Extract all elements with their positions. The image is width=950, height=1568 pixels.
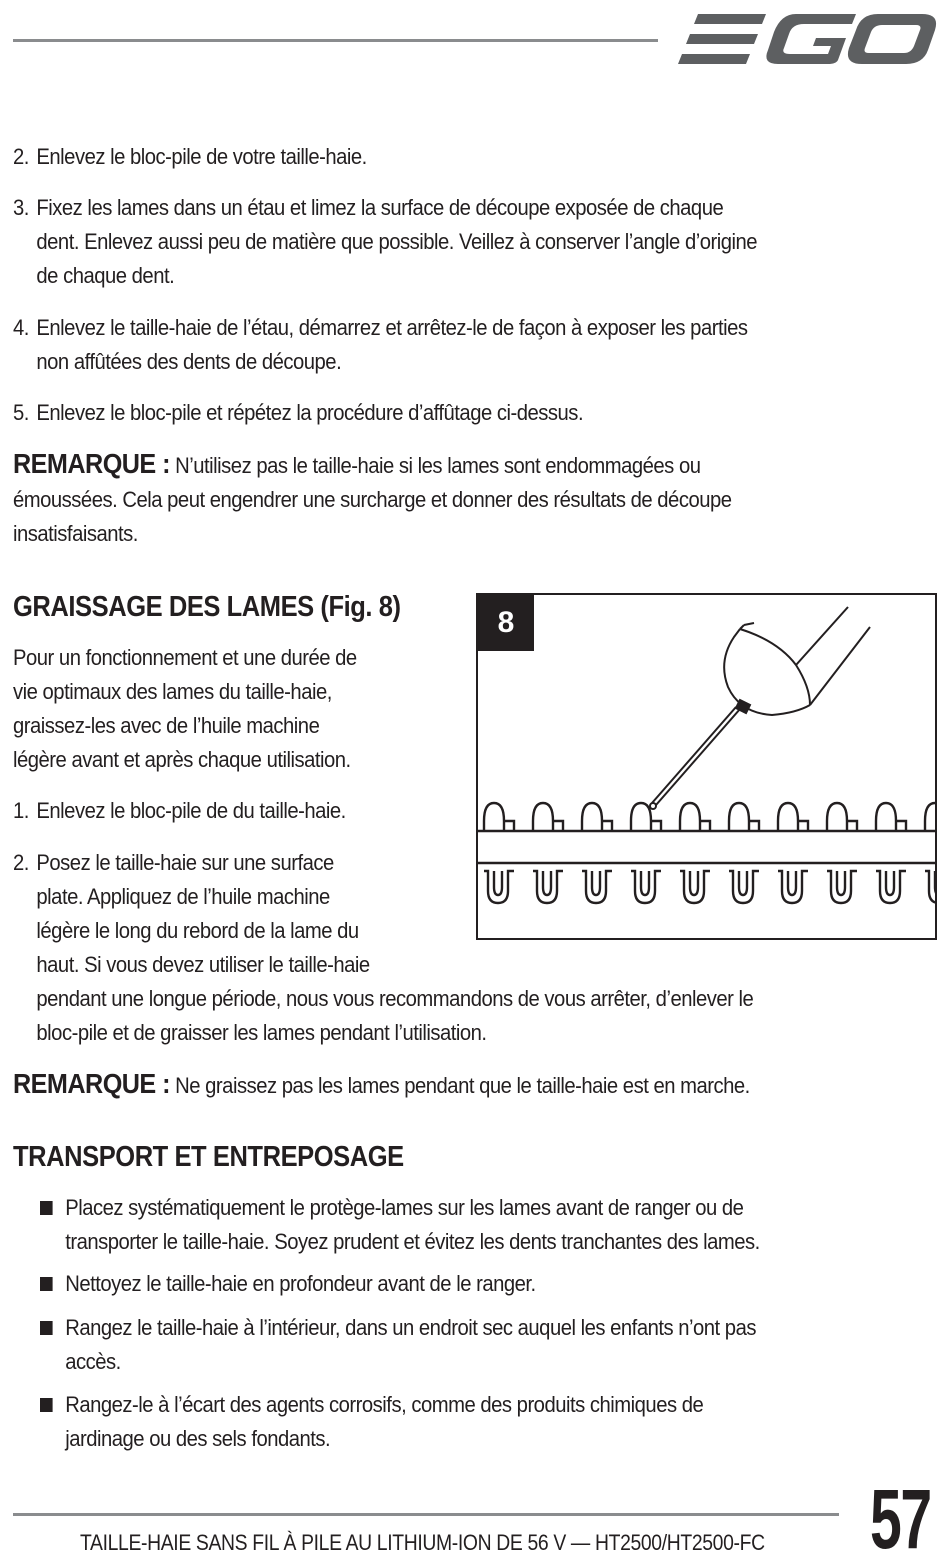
intro-line: légère avant et après chaque utilisation. <box>13 747 351 772</box>
step-number: 1. <box>13 798 29 823</box>
step-text: Enlevez le bloc-pile de du taille-haie. <box>36 798 346 823</box>
bullet-text-line: transporter le taille-haie. Soyez prudent et évitez les dents tranchantes des lames. <box>65 1229 760 1254</box>
bullet-icon <box>40 1277 53 1291</box>
storage-bullet <box>40 1191 760 1259</box>
lower-tooth <box>484 871 514 903</box>
step-text-line: non affûtées des dents de découpe. <box>36 349 342 374</box>
step-number: 2. <box>13 144 29 169</box>
step-number: 3. <box>13 195 29 220</box>
bullet-text-line: accès. <box>65 1349 121 1374</box>
lube-step-1 <box>13 794 346 828</box>
step-text-line: de chaque dent. <box>36 263 175 288</box>
lubrication-intro <box>13 641 357 777</box>
step-text-line: dent. Enlevez aussi peu de matière que possible. Veillez à conserver l’angle d’origine <box>36 229 758 254</box>
upper-tooth <box>680 803 710 831</box>
bullet-text-line: jardinage ou des sels fondants. <box>65 1426 331 1451</box>
note-text: N’utilisez pas le taille-haie si les lames sont endommagées ou <box>170 453 701 478</box>
note-text: Ne graissez pas les lames pendant que le taille-haie est en marche. <box>170 1073 750 1098</box>
note-text-line: insatisfaisants. <box>13 521 138 546</box>
step-text-line: Posez le taille-haie sur une surface <box>36 850 334 875</box>
step-text: Enlevez le bloc-pile et répétez la procédure d’affûtage ci-dessus. <box>36 400 584 425</box>
step-text-line: Fixez les lames dans un étau et limez la surface de découpe exposée de chaque <box>36 195 724 220</box>
step-text-line: pendant une longue période, nous vous recommandons de vous arrêter, d’enlever le <box>36 986 754 1011</box>
intro-line: Pour un fonctionnement et une durée de <box>13 645 357 670</box>
step-text: Enlevez le bloc-pile de votre taille-haie. <box>36 144 367 169</box>
bullet-icon <box>40 1201 53 1215</box>
step-number: 5. <box>13 400 29 425</box>
upper-tooth <box>533 803 563 831</box>
footer-rule <box>13 1513 839 1516</box>
upper-tooth <box>582 803 612 831</box>
note-label: REMARQUE : <box>13 1068 171 1099</box>
bullet-icon <box>40 1321 53 1335</box>
intro-line: vie optimaux des lames du taille-haie, <box>13 679 332 704</box>
note-no-oil-running <box>13 1067 750 1103</box>
step-text-line: bloc-pile et de graisser les lames pendant l’utilisation. <box>36 1020 487 1045</box>
figure-8-oiling-blades <box>476 593 937 940</box>
upper-tooth <box>484 803 514 831</box>
lower-tooth <box>876 871 906 903</box>
lower-tooth <box>631 871 661 903</box>
figure-number: 8 <box>478 595 534 651</box>
bullet-text-line: Rangez le taille-haie à l’intérieur, dans un endroit sec auquel les enfants n’ont pas <box>65 1315 756 1340</box>
blade-assembly <box>478 831 937 863</box>
page-number: 57 <box>870 1472 931 1566</box>
lower-tooth <box>533 871 563 903</box>
bullet-icon <box>40 1398 53 1412</box>
sharpen-step-5 <box>13 396 583 430</box>
storage-bullet <box>40 1388 703 1456</box>
lower-tooth <box>778 871 808 903</box>
step-text-line: légère le long du rebord de la lame du <box>36 918 359 943</box>
lower-tooth <box>680 871 710 903</box>
blade-oiling-illustration <box>478 595 937 940</box>
upper-tooth <box>827 803 857 831</box>
bullet-text-line: Rangez-le à l’écart des agents corrosifs, comme des produits chimiques de <box>65 1392 704 1417</box>
header-rule <box>13 39 658 42</box>
storage-bullet <box>40 1311 756 1379</box>
sharpen-step-3 <box>13 191 757 293</box>
step-number: 2. <box>13 850 29 875</box>
lower-tooth <box>729 871 759 903</box>
lower-tooth <box>582 871 612 903</box>
intro-line: graissez-les avec de l’huile machine <box>13 713 320 738</box>
sharpen-step-2 <box>13 140 367 174</box>
lower-blade-teeth <box>484 871 937 903</box>
note-label: REMARQUE : <box>13 448 171 479</box>
ego-logo <box>678 8 940 70</box>
bullet-text-line: Nettoyez le taille-haie en profondeur avant de le ranger. <box>65 1271 536 1296</box>
section-heading-lubrication: GRAISSAGE DES LAMES (Fig. 8) <box>13 591 401 623</box>
section-heading-storage: TRANSPORT ET ENTREPOSAGE <box>13 1141 404 1173</box>
sharpen-step-4 <box>13 311 747 379</box>
footer-product-title: TAILLE-HAIE SANS FIL À PILE AU LITHIUM-ION DE 56 V — HT2500/HT2500-FC <box>80 1530 765 1555</box>
oil-can-icon <box>650 607 870 809</box>
step-text-line: Enlevez le taille-haie de l’étau, démarrez et arrêtez-le de façon à exposer les parties <box>36 315 748 340</box>
upper-tooth <box>778 803 808 831</box>
note-blade-damage <box>13 447 732 551</box>
step-text-line: plate. Appliquez de l’huile machine <box>36 884 330 909</box>
step-number: 4. <box>13 315 29 340</box>
upper-blade-teeth <box>484 803 937 831</box>
lower-tooth <box>925 871 937 903</box>
storage-bullet <box>40 1267 536 1301</box>
step-text-line: haut. Si vous devez utiliser le taille-haie <box>36 952 370 977</box>
lower-tooth <box>827 871 857 903</box>
upper-tooth <box>925 803 937 831</box>
bullet-text-line: Placez systématiquement le protège-lames sur les lames avant de ranger ou de <box>65 1195 744 1220</box>
upper-tooth <box>876 803 906 831</box>
note-text-line: émoussées. Cela peut engendrer une surcharge et donner des résultats de découpe <box>13 487 732 512</box>
upper-tooth <box>729 803 759 831</box>
